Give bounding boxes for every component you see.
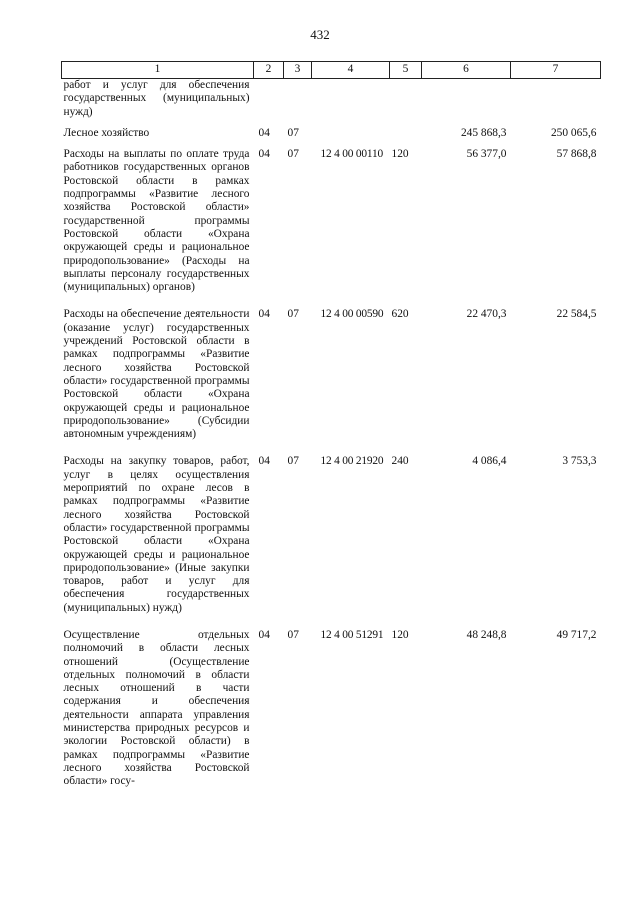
row-subsection: 07 [287, 628, 299, 641]
row-amount-year-1: 56 377,0 [466, 148, 507, 161]
row-section: 04 [258, 455, 270, 468]
row-amount-year-1: 48 248,8 [466, 628, 507, 641]
row-expense-type: 120 [391, 148, 409, 161]
table-row [62, 79, 601, 127]
row-description: Расходы на закупку товаров, работ, услуг в целях осуществления мероприятий по охране лесов в рамках подпрограммы «Развитие лесного хозяйства Ростовской области» государственной программы Ростовской области «Охрана окружающей среды и рациональное природопользование» (Иные закупки товаров, работ и услуг для обеспечения государственных (муниципальных) нужд) [63, 455, 250, 614]
row-expense-type: 120 [391, 628, 409, 641]
row-amount-year-2 [511, 79, 601, 127]
row-description: Расходы на выплаты по оплате труда работников государственных органов Ростовской области в рамках подпрограммы «Развитие лесного хозяйства Ростовской области» государственной программы Ростовской области «Охрана окружающей среды и рациональное природопользование» (Расходы на выплаты персоналу государственных (муниципальных) органов) [63, 148, 250, 294]
header-row [62, 62, 601, 79]
header-col-1: 1 [62, 62, 254, 79]
row-section: 04 [258, 148, 270, 161]
table-row [62, 308, 601, 455]
budget-table [61, 61, 601, 789]
row-amount-year-1 [422, 79, 511, 127]
row-expense-type [390, 79, 422, 127]
header-col-5: 5 [390, 62, 422, 79]
row-section: 04 [258, 308, 270, 321]
row-expense-type: 620 [391, 308, 409, 321]
row-amount-year-1: 22 470,3 [466, 308, 507, 321]
row-subsection [284, 79, 312, 127]
row-amount-year-2: 250 065,6 [550, 126, 597, 139]
row-amount-year-2: 3 753,3 [562, 455, 597, 468]
header-col-2: 2 [254, 62, 284, 79]
row-amount-year-2: 22 584,5 [556, 308, 597, 321]
row-section: 04 [258, 126, 270, 139]
header-col-3: 3 [284, 62, 312, 79]
row-section [254, 79, 284, 127]
row-description: Расходы на обеспечение деятельности (оказание услуг) государственных учреждений Ростовской области в рамках подпрограммы «Развитие лесного хозяйства Ростовской области» государственной программы Ростовской области «Охрана окружающей среды и рациональное природопользование» (Субсидии автономным учреждениям) [63, 308, 250, 441]
table-row [62, 455, 601, 629]
row-subsection: 07 [287, 126, 299, 139]
header-col-4: 4 [312, 62, 390, 79]
row-subsection: 07 [287, 455, 299, 468]
table-row [62, 127, 601, 148]
row-target-code [312, 127, 390, 148]
page-number: 432 [310, 27, 330, 42]
row-expense-type: 240 [391, 455, 409, 468]
table-row [62, 629, 601, 789]
row-expense-type [390, 127, 422, 148]
row-subsection: 07 [287, 148, 299, 161]
row-target-code [312, 79, 390, 127]
row-amount-year-1: 245 868,3 [460, 126, 507, 139]
row-description: работ и услуг для обеспечения государственных (муниципальных) нужд) [63, 79, 250, 118]
table-body [62, 79, 601, 789]
row-target-code: 12 4 00 00590 [320, 308, 384, 321]
row-amount-year-2: 49 717,2 [556, 628, 597, 641]
row-description: Осуществление отдельных полномочий в области лесных отношений (Осуществление отдельных полномочий в области лесных отношений в части содержания и обеспечения деятельности аппарата управления министерства природных ресурсов и экологии Ростовской области) в рамках подпрограммы «Развитие лесного хозяйства Ростовской области» госу- [63, 628, 250, 788]
row-section: 04 [258, 628, 270, 641]
table-row [62, 148, 601, 308]
table-header [62, 62, 601, 79]
row-amount-year-1: 4 086,4 [472, 455, 507, 468]
row-target-code: 12 4 00 00110 [320, 148, 383, 161]
row-subsection: 07 [287, 308, 299, 321]
row-target-code: 12 4 00 51291 [320, 628, 384, 641]
row-amount-year-2: 57 868,8 [556, 148, 597, 161]
row-description: Лесное хозяйство [63, 126, 150, 139]
header-col-6: 6 [422, 62, 511, 79]
row-target-code: 12 4 00 21920 [320, 455, 384, 468]
header-col-7: 7 [511, 62, 601, 79]
